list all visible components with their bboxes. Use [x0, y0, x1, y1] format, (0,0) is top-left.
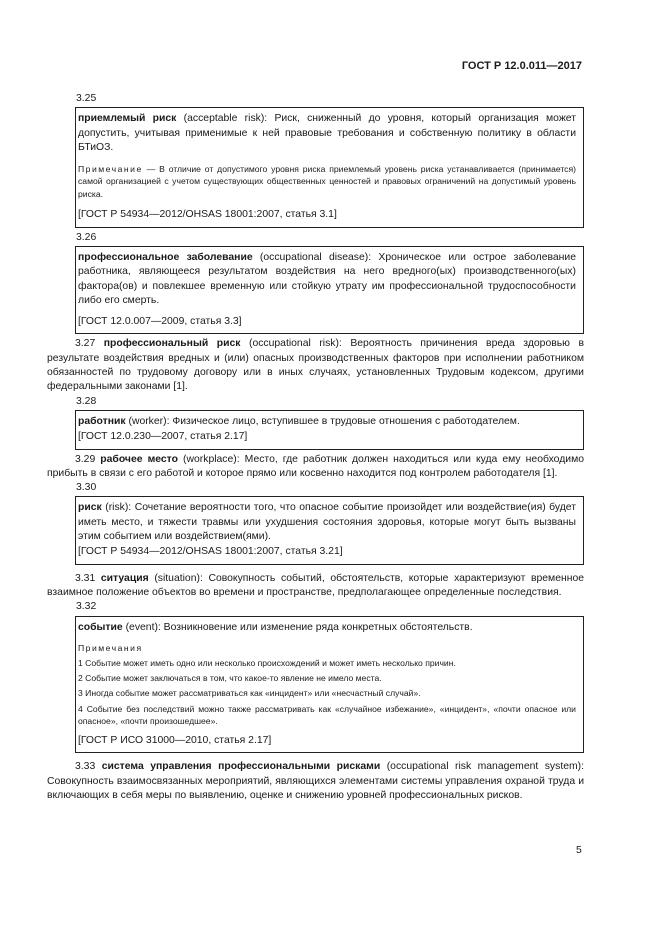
page-number: 5: [576, 845, 582, 856]
definition-text: (occupational disease): Хроническое или острое заболевание работника, являющееся результатом воздействия на него вредного(ых) производственного(ых) фактора(ов) и повлекшее временную или стойкую утрату им профессиональной трудоспособности либо его смерть.: [78, 251, 576, 306]
definition-text: (acceptable risk): Риск, сниженный до уровня, который организация может допустить, учитывая применимые к ней правовые требования и собственную политику в области БТиОЗ.: [78, 113, 576, 153]
source-reference: [ГОСТ Р 54934—2012/OHSAS 18001:2007, статья 3.21]: [78, 546, 343, 558]
definition: [78, 621, 576, 635]
note-item: 4 Событие без последствий можно также рассматривать как «случайное избежание», «инцидент», «почти опасное или опасное», «почти произошедшее».: [78, 703, 576, 726]
definition-text: (occupational risk management system): Совокупность взаимосвязанных мероприятий, являющихся элементами системы управления охраной труда и включающих в себя меры по выявлению, оценке и снижению уровней профессиональных рисков.: [47, 761, 584, 801]
quoted-definition-box: [75, 616, 584, 754]
note-item: 2 Событие может заключаться в том, что какое-то явление не имело места.: [78, 673, 382, 684]
definition: [47, 453, 584, 482]
entry-number: 3.29: [75, 453, 96, 465]
definition-text: (event): Возникновение или изменение ряда конкретных обстоятельств.: [122, 621, 473, 633]
definition-text: (workplace): Место, где работник должен находиться или куда ему необходимо прибыть в связи с его работой и которое прямо или косвенно находится под контролем работодателя [1].: [47, 453, 584, 479]
source-reference: [ГОСТ 12.0.230—2007, статья 2.17]: [78, 431, 248, 443]
notes: [78, 642, 576, 727]
entry-number: 3.33: [75, 761, 96, 773]
term: система управления профессиональными рисками: [101, 761, 381, 773]
quoted-definition-box: [75, 410, 584, 450]
term: профессиональный риск: [103, 338, 241, 350]
definition: [47, 572, 584, 601]
note: [78, 163, 576, 200]
source-reference: [ГОСТ 12.0.007—2009, статья 3.3]: [78, 316, 242, 328]
definition-text: (worker): Физическое лицо, вступившее в трудовые отношения с работодателем.: [125, 415, 520, 427]
term: ситуация: [100, 572, 149, 584]
quoted-definition-box: [75, 107, 584, 227]
page-content: [47, 92, 585, 803]
entry-number: 3.31: [75, 572, 96, 584]
definition-text: (situation): Совокупность событий, обстоятельств, которые характеризуют временное взаимное положение объектов во времени и пространстве, предполагающее определенные последствия.: [47, 572, 585, 598]
term: рабочее место: [100, 453, 178, 465]
note-item: 3 Иногда событие может рассматриваться как «инцидент» или «несчастный случай».: [78, 688, 421, 699]
entry-number: 3.26: [76, 231, 97, 243]
source-reference: [ГОСТ Р ИСО 31000—2010, статья 2.17]: [78, 735, 272, 747]
definition: [78, 415, 576, 429]
notes-label: Примечания: [78, 642, 143, 653]
entry-number: 3.32: [76, 601, 97, 613]
document-code: ГОСТ Р 12.0.011—2017: [461, 60, 582, 72]
definition: [78, 501, 576, 544]
source-reference: [ГОСТ Р 54934—2012/OHSAS 18001:2007, статья 3.1]: [78, 209, 337, 221]
definition: [78, 251, 576, 308]
definition: [78, 112, 576, 155]
note-text: — В отличие от допустимого уровня риска приемлемый уровень риска устанавливается (принимается) самой организацией с учетом существующих общественных ценностей и правовых ограничений на допустимый уровень риска.: [78, 164, 576, 199]
quoted-definition-box: [75, 246, 584, 334]
entry-number: 3.30: [76, 482, 97, 494]
term: риск: [78, 502, 102, 514]
entry-number: 3.28: [76, 395, 97, 407]
term: работник: [78, 415, 126, 427]
term: событие: [78, 621, 123, 633]
definition: [47, 337, 584, 394]
term: приемлемый риск: [78, 113, 177, 125]
term: профессиональное заболевание: [78, 251, 253, 263]
definition: [47, 760, 584, 803]
quoted-definition-box: [75, 496, 584, 564]
definition-text: (occupational risk): Вероятность причинения вреда здоровью в результате воздействия вредных и (или) опасных производственных факторов при исполнении работником обязанностей по трудовому договору или в иных случаях, установленных Трудовым кодексом, другими федеральными законами [1].: [47, 338, 584, 393]
note-label: Примечание: [78, 164, 143, 175]
note-item: 1 Событие может иметь одно или несколько происхождений и может иметь несколько причин.: [78, 658, 456, 669]
entry-number: 3.25: [76, 93, 97, 104]
entry-number: 3.27: [75, 338, 96, 350]
definition-text: (risk): Сочетание вероятности того, что опасное событие произойдет или воздействие(ия) будет иметь место, и тяжести травмы или ухудшения состояния здоровья, которые могут быть вызваны этим событием или воздействием(ями).: [78, 502, 576, 543]
